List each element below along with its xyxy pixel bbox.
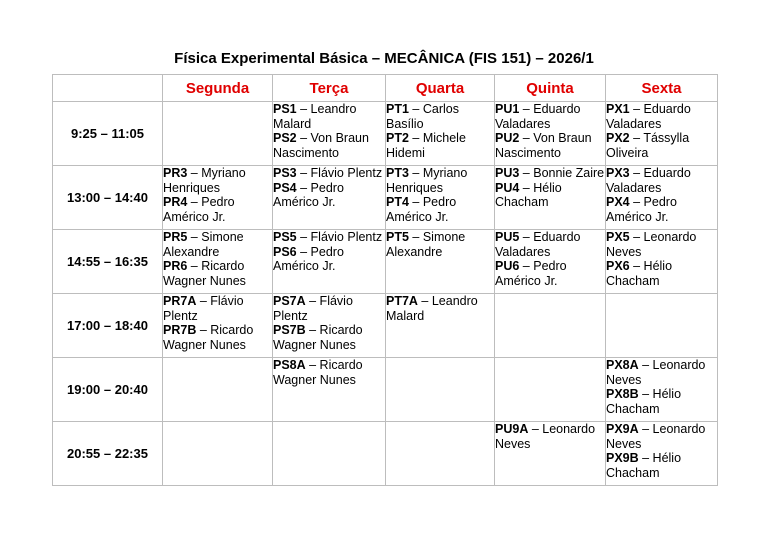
schedule-cell <box>386 230 495 294</box>
instructor-name: – Pedro Américo Jr. <box>606 195 677 224</box>
class-code: PX6 <box>606 259 630 274</box>
class-code: PX2 <box>606 131 630 146</box>
class-code: PT3 <box>386 166 409 180</box>
schedule-cell <box>495 358 606 422</box>
class-entry <box>606 102 717 131</box>
instructor-name: – Von Braun Nascimento <box>495 131 592 160</box>
class-entry <box>495 181 605 210</box>
time-slot: 13:00 – 14:40 <box>53 166 163 230</box>
schedule-cell <box>163 166 273 230</box>
schedule-cell <box>273 358 386 422</box>
class-code: PU1 <box>495 102 520 116</box>
class-entry <box>495 102 605 131</box>
time-slot: 17:00 – 18:40 <box>53 294 163 358</box>
time-slot: 19:00 – 20:40 <box>53 358 163 422</box>
schedule-cell <box>606 294 718 358</box>
table-row <box>53 102 718 166</box>
class-code: PS6 <box>273 244 297 259</box>
class-code: PT7A <box>386 294 418 308</box>
class-entry <box>163 323 272 352</box>
table-row <box>53 358 718 422</box>
class-code: PR5 <box>163 230 188 244</box>
class-entry <box>606 422 717 451</box>
instructor-name: – Flávio Plentz <box>273 294 353 323</box>
schedule-cell <box>606 166 718 230</box>
day-header-quarta: Quarta <box>386 75 495 102</box>
class-code: PU9A <box>495 422 529 436</box>
class-entry <box>386 230 494 259</box>
schedule-cell <box>273 166 386 230</box>
schedule-cell <box>273 102 386 166</box>
class-code: PX8A <box>606 358 639 372</box>
class-code: PX5 <box>606 230 630 244</box>
class-code: PS7B <box>273 323 306 338</box>
class-code: PT5 <box>386 230 409 244</box>
class-code: PT2 <box>386 131 409 146</box>
class-entry <box>273 131 385 160</box>
schedule-cell <box>386 358 495 422</box>
class-entry <box>163 166 272 195</box>
class-code: PX3 <box>606 166 630 180</box>
class-entry <box>273 245 385 274</box>
instructor-name: – Flávio Plentz <box>296 166 383 180</box>
instructor-name: – Tássylla Oliveira <box>606 131 690 160</box>
time-slot: 14:55 – 16:35 <box>53 230 163 294</box>
class-entry <box>495 259 605 288</box>
class-entry <box>273 181 385 210</box>
day-header-segunda: Segunda <box>163 75 273 102</box>
time-slot: 9:25 – 11:05 <box>53 102 163 166</box>
class-code: PR7A <box>163 294 197 308</box>
instructor-name: – Flávio Plentz <box>163 294 244 323</box>
class-code: PR7B <box>163 323 197 338</box>
schedule-cell <box>495 422 606 486</box>
day-header-quinta: Quinta <box>495 75 606 102</box>
schedule-cell <box>606 422 718 486</box>
class-code: PU3 <box>495 166 520 180</box>
instructor-name: – Eduardo Valadares <box>495 230 581 259</box>
schedule-cell <box>273 294 386 358</box>
instructor-name: – Pedro Américo Jr. <box>273 180 344 210</box>
class-entry <box>606 195 717 224</box>
class-code: PS5 <box>273 230 297 244</box>
schedule-cell <box>386 422 495 486</box>
class-code: PT4 <box>386 195 409 210</box>
instructor-name: – Myriano Henriques <box>386 166 468 195</box>
class-code: PX4 <box>606 195 630 210</box>
class-entry <box>163 195 272 224</box>
instructor-name: – Eduardo Valadares <box>606 166 691 195</box>
table-row <box>53 294 718 358</box>
class-entry <box>273 294 385 323</box>
instructor-name: – Hélio Chacham <box>606 259 673 288</box>
schedule-cell <box>606 358 718 422</box>
class-entry <box>386 131 494 160</box>
instructor-name: – Ricardo Wagner Nunes <box>273 323 363 352</box>
instructor-name: – Myriano Henriques <box>163 166 246 195</box>
page-title: Física Experimental Básica – MECÂNICA (FIS 151) – 2026/1 <box>174 50 594 67</box>
schedule-cell <box>273 230 386 294</box>
class-entry <box>606 166 717 195</box>
class-code: PS3 <box>273 166 297 180</box>
class-entry <box>606 131 717 160</box>
instructor-name: – Pedro Américo Jr. <box>386 195 457 224</box>
class-entry <box>495 230 605 259</box>
instructor-name: – Michele Hidemi <box>386 131 466 160</box>
instructor-name: – Hélio Chacham <box>606 387 682 416</box>
schedule-cell <box>606 102 718 166</box>
class-code: PX8B <box>606 387 639 402</box>
class-code: PX1 <box>606 102 630 116</box>
class-entry <box>606 451 717 480</box>
instructor-name: – Simone Alexandre <box>163 230 244 259</box>
class-code: PU2 <box>495 131 520 146</box>
instructor-name: – Hélio Chacham <box>606 451 682 480</box>
instructor-name: – Leonardo Neves <box>495 422 596 451</box>
class-code: PS8A <box>273 358 306 372</box>
class-entry <box>273 358 385 387</box>
instructor-name: – Pedro Américo Jr. <box>163 195 235 224</box>
class-code: PU5 <box>495 230 520 244</box>
instructor-name: – Ricardo Wagner Nunes <box>273 358 363 387</box>
schedule-cell <box>386 294 495 358</box>
class-entry <box>273 323 385 352</box>
class-entry <box>163 230 272 259</box>
class-entry <box>495 166 605 181</box>
instructor-name: – Eduardo Valadares <box>495 102 581 131</box>
instructor-name: – Flávio Plentz <box>296 230 383 244</box>
instructor-name: – Pedro Américo Jr. <box>273 244 344 274</box>
class-entry <box>273 166 385 181</box>
instructor-name: – Leandro Malard <box>386 294 478 323</box>
instructor-name: – Leonardo Neves <box>606 358 706 387</box>
class-code: PX9A <box>606 422 639 436</box>
schedule-cell <box>386 166 495 230</box>
schedule-cell <box>606 230 718 294</box>
instructor-name: – Bonnie Zaire <box>519 166 605 180</box>
schedule-cell <box>386 102 495 166</box>
instructor-name: – Eduardo Valadares <box>606 102 691 131</box>
class-entry <box>386 102 494 131</box>
class-entry <box>606 230 717 259</box>
schedule-cell <box>163 294 273 358</box>
class-entry <box>386 166 494 195</box>
table-row <box>53 166 718 230</box>
class-entry <box>606 259 717 288</box>
class-code: PS2 <box>273 131 297 146</box>
class-code: PT1 <box>386 102 409 116</box>
header-row <box>53 75 718 102</box>
instructor-name: – Carlos Basílio <box>386 102 459 131</box>
class-code: PS1 <box>273 102 297 116</box>
instructor-name: – Pedro Américo Jr. <box>495 259 567 288</box>
instructor-name: – Leandro Malard <box>273 102 357 131</box>
class-entry <box>163 294 272 323</box>
class-code: PS7A <box>273 294 306 308</box>
table-row <box>53 422 718 486</box>
instructor-name: – Simone Alexandre <box>386 230 466 259</box>
instructor-name: – Leonardo Neves <box>606 422 706 451</box>
class-entry <box>495 422 605 451</box>
instructor-name: – Von Braun Nascimento <box>273 131 369 160</box>
schedule-cell <box>495 230 606 294</box>
class-code: PX9B <box>606 451 639 466</box>
instructor-name: – Ricardo Wagner Nunes <box>163 259 246 288</box>
class-entry <box>495 131 605 160</box>
class-code: PR4 <box>163 195 188 210</box>
schedule-cell <box>495 102 606 166</box>
class-entry <box>273 230 385 245</box>
class-entry <box>386 294 494 323</box>
schedule-cell <box>163 422 273 486</box>
class-entry <box>386 195 494 224</box>
schedule-cell <box>273 422 386 486</box>
class-code: PR6 <box>163 259 188 274</box>
day-header-sexta: Sexta <box>606 75 718 102</box>
schedule-cell <box>163 230 273 294</box>
time-slot: 20:55 – 22:35 <box>53 422 163 486</box>
class-entry <box>163 259 272 288</box>
schedule-cell <box>495 166 606 230</box>
class-entry <box>273 102 385 131</box>
class-code: PU4 <box>495 180 520 195</box>
class-entry <box>606 358 717 387</box>
class-code: PS4 <box>273 180 297 195</box>
instructor-name: – Hélio Chacham <box>495 180 562 210</box>
instructor-name: – Ricardo Wagner Nunes <box>163 323 254 352</box>
day-header-terca: Terça <box>273 75 386 102</box>
corner-cell <box>53 75 163 102</box>
schedule-table <box>52 74 718 486</box>
schedule-cell <box>163 102 273 166</box>
schedule-cell <box>163 358 273 422</box>
class-entry <box>606 387 717 416</box>
class-code: PR3 <box>163 166 188 180</box>
instructor-name: – Leonardo Neves <box>606 230 697 259</box>
class-code: PU6 <box>495 259 520 274</box>
schedule-cell <box>495 294 606 358</box>
table-row <box>53 230 718 294</box>
